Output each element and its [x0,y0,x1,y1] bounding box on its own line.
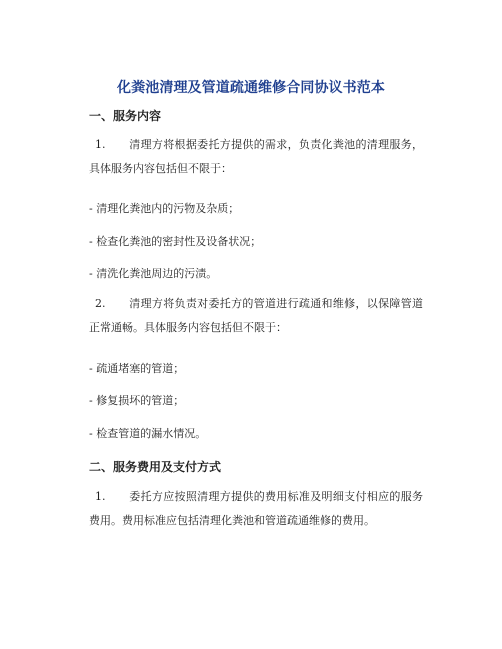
clause-number: 2. [95,297,106,310]
section-heading-fees-payment: 二、服务费用及支付方式 [89,460,222,474]
clause-text: 清理方将负责对委托方的管道进行疏通和维修，以保障管道正常通畅。具体服务内容包括但不限于： [89,297,423,334]
clause-text: 委托方应按照清理方提供的费用标准及明细支付相应的服务费用。费用标准应包括清理化粪池和管道疏通维修的费用。 [89,490,423,527]
bullet-item: - 疏通堵塞的管道； [89,362,185,375]
clause-2-1 [89,485,423,533]
clause-number: 1. [95,138,106,151]
section-heading-service-content: 一、服务内容 [89,109,162,123]
clause-1-2 [89,292,423,340]
bullet-item: - 检查管道的漏水情况。 [89,427,207,440]
clause-text: 清理方将根据委托方提供的需求，负责化粪池的清理服务，具体服务内容包括但不限于： [89,138,423,175]
clause-number: 1. [95,490,106,503]
bullet-item: - 修复损坏的管道； [89,394,185,407]
bullet-item: - 检查化粪池的密封性及设备状况； [89,235,262,248]
bullet-item: - 清理化粪池内的污物及杂质； [89,202,240,215]
clause-1-1 [89,133,423,181]
document-title: 化粪池清理及管道疏通维修合同协议书范本 [117,80,385,96]
bullet-item: - 清洗化粪池周边的污渍。 [89,267,218,280]
